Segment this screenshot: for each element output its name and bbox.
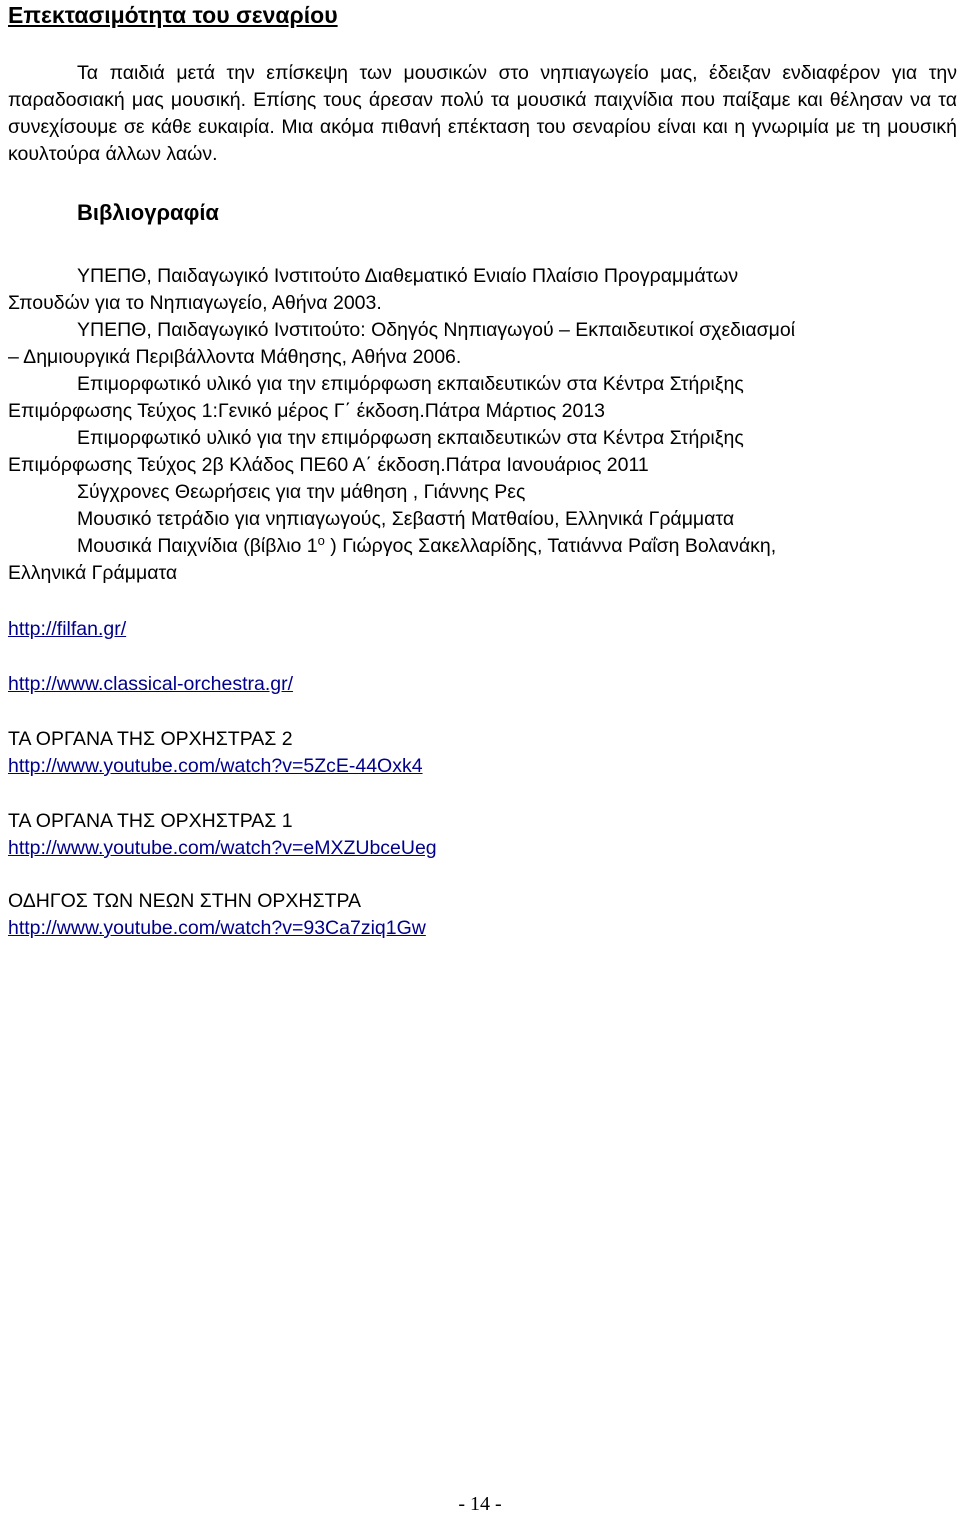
bibliography-title: Βιβλιογραφία bbox=[77, 200, 219, 225]
reference-7-superscript: ο bbox=[317, 533, 325, 548]
reference-7-text-end: ) Γιώργος Σακελλαρίδης, Τατιάννα Ραΐση Βολανάκη, bbox=[324, 535, 777, 557]
reference-2-line-1: ΥΠΕΠΘ, Παιδαγωγικό Ινστιτούτο: Οδηγός Νηπιαγωγού – Εκπαιδευτικοί σχεδιασμοί bbox=[77, 319, 796, 341]
link-filfan[interactable]: http://filfan.gr/ bbox=[8, 618, 127, 640]
page-number: - 14 - bbox=[458, 1493, 502, 1515]
reference-4-line-2: Επιμόρφωσης Τεύχος 2β Κλάδος ΠΕ60 Α΄ έκδοση.Πάτρα Ιανουάριος 2011 bbox=[8, 454, 649, 476]
reference-1-line-2: Σπουδών για το Νηπιαγωγείο, Αθήνα 2003. bbox=[8, 292, 382, 314]
reference-7-line-2: Ελληνικά Γράμματα bbox=[8, 562, 178, 584]
reference-4-line-1: Επιμορφωτικό υλικό για την επιμόρφωση εκπαιδευτικών στα Κέντρα Στήριξης bbox=[77, 427, 744, 449]
reference-2-line-2: – Δημιουργικά Περιβάλλοντα Μάθησης, Αθήνα 2006. bbox=[8, 346, 462, 368]
video-2-title: ΤΑ ΟΡΓΑΝΑ ΤΗΣ ΟΡΧΗΣΤΡΑΣ 2 bbox=[8, 728, 293, 750]
reference-3-line-2: Επιμόρφωσης Τεύχος 1:Γενικό μέρος Γ΄ έκδοση.Πάτρα Μάρτιος 2013 bbox=[8, 400, 606, 422]
link-video-3[interactable]: http://www.youtube.com/watch?v=93Ca7ziq1Gw bbox=[8, 917, 426, 939]
reference-3-line-1: Επιμορφωτικό υλικό για την επιμόρφωση εκπαιδευτικών στα Κέντρα Στήριξης bbox=[77, 373, 744, 395]
video-1-title: ΤΑ ΟΡΓΑΝΑ ΤΗΣ ΟΡΧΗΣΤΡΑΣ 1 bbox=[8, 810, 293, 832]
link-classical-orchestra[interactable]: http://www.classical-orchestra.gr/ bbox=[8, 673, 294, 695]
video-3-title: ΟΔΗΓΟΣ ΤΩΝ ΝΕΩΝ ΣΤΗΝ ΟΡΧΗΣΤΡΑ bbox=[8, 890, 362, 912]
reference-5: Σύγχρονες Θεωρήσεις για την μάθηση , Γιάννης Ρες bbox=[77, 481, 526, 503]
link-video-1[interactable]: http://www.youtube.com/watch?v=eMXZUbceUeg bbox=[8, 837, 437, 859]
section-title: Επεκτασιμότητα του σεναρίου bbox=[8, 2, 338, 28]
link-video-2[interactable]: http://www.youtube.com/watch?v=5ZcE-44Oxk4 bbox=[8, 755, 423, 777]
reference-6: Μουσικό τετράδιο για νηπιαγωγούς, Σεβαστή Ματθαίου, Ελληνικά Γράμματα bbox=[77, 508, 735, 530]
reference-7-line-1 bbox=[77, 533, 776, 560]
reference-1-line-1: ΥΠΕΠΘ, Παιδαγωγικό Ινστιτούτο Διαθεματικό Ενιαίο Πλαίσιο Προγραμμάτων bbox=[77, 265, 739, 287]
reference-7-text-start: Μουσικά Παιχνίδια (βίβλιο 1 bbox=[77, 535, 318, 557]
section-paragraph: Τα παιδιά μετά την επίσκεψη των μουσικών στο νηπιαγωγείο μας, έδειξαν ενδιαφέρον για την παραδοσιακή μας μουσική. Επίσης τους άρεσαν πολύ τα μουσικά παιχνίδια που παίξαμε και θέλησαν να τα συνεχίσουμε σε κάθε ευκαιρία. Μια ακόμα πιθανή επέκταση του σεναρίου είναι και η γνωριμία με τη μουσική κουλτούρα άλλων λαών. bbox=[8, 62, 957, 165]
